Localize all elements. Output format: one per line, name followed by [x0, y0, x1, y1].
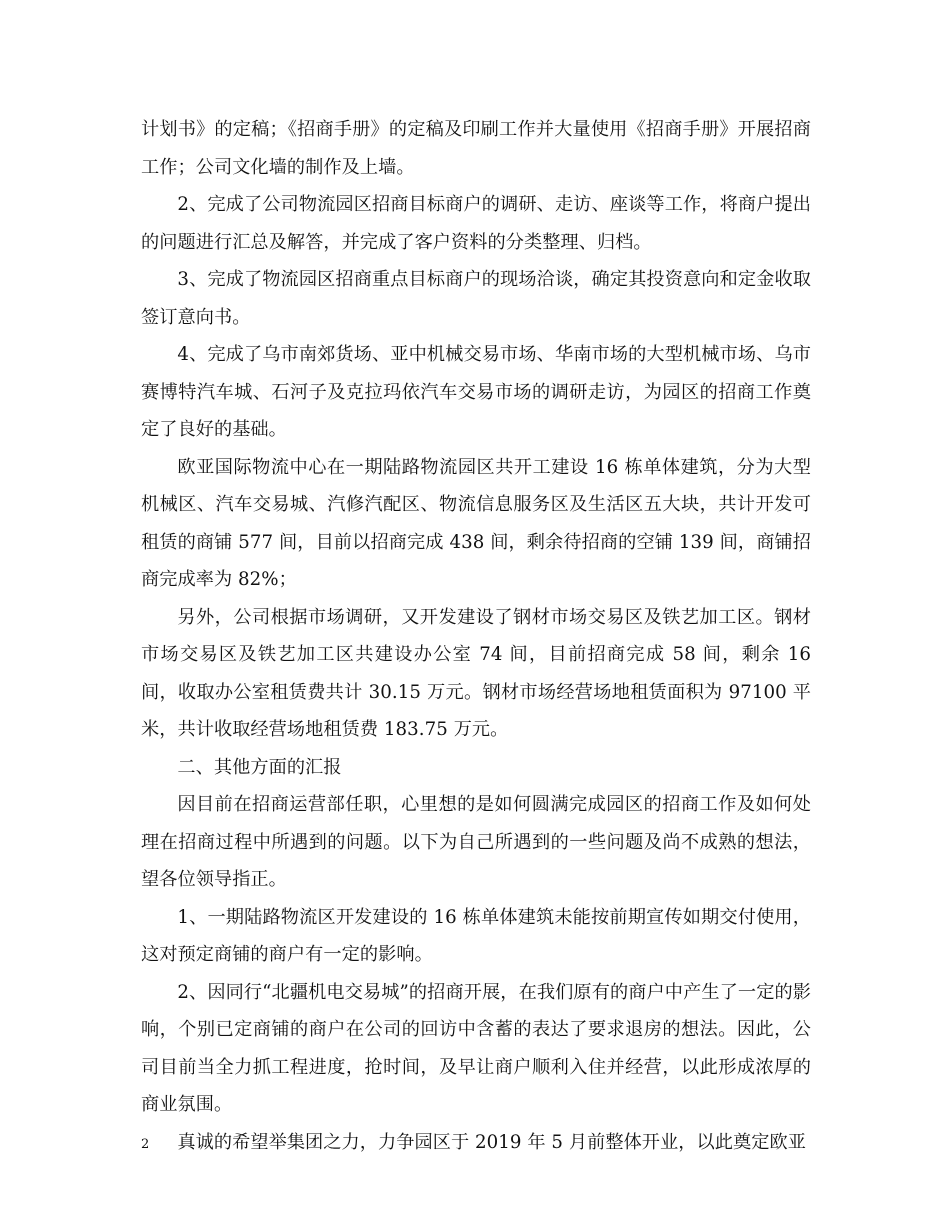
paragraph-item-2: 2、完成了公司物流园区招商目标商户的调研、走访、座谈等工作，将商户提出的问题进行汇总及解答，并完成了客户资料的分类整理、归档。 — [141, 194, 811, 253]
paragraph-item-4: 4、完成了乌市南郊货场、亚中机械交易市场、华南市场的大型机械市场、乌市赛博特汽车城、石河子及克拉玛依汽车交易市场的调研走访，为园区的招商工作奠定了良好的基础。 — [141, 344, 811, 440]
paragraph-problem-1: 1、一期陆路物流区开发建设的 16 栋单体建筑未能按前期宣传如期交付使用，这对预定商铺的商户有一定的影响。 — [141, 906, 811, 965]
paragraph-item-3: 3、完成了物流园区招商重点目标商户的现场洽谈，确定其投资意向和定金收取签订意向书。 — [141, 269, 811, 328]
paragraph-steel-market: 另外，公司根据市场调研，又开发建设了钢材市场交易区及铁艺加工区。钢材市场交易区及铁艺加工区共建设办公室 74 间，目前招商完成 58 间，剩余 16 间，收取办公室租赁费共计 30.15 万元。钢材市场经营场地租赁面积为 97100 平米，共计收取经营场地租赁费 183.75 万元。 — [141, 606, 811, 740]
document-body — [141, 111, 811, 1161]
paragraph-problems-intro: 因目前在招商运营部任职，心里想的是如何圆满完成园区的招商工作及如何处理在招商过程中所遇到的问题。以下为自己所遇到的一些问题及尚不成熟的想法，望各位领导指正。 — [141, 794, 811, 890]
paragraph-problem-2: 2、因同行“北疆机电交易城”的招商开展，在我们原有的商户中产生了一定的影响，个别已定商铺的商户在公司的回访中含蓄的表达了要求退房的想法。因此，公司目前当全力抓工程进度，抢时间，及早让商户顺利入住并经营，以此形成浓厚的商业氛围。 — [141, 981, 811, 1115]
paragraph-construction-summary: 欧亚国际物流中心在一期陆路物流园区共开工建设 16 栋单体建筑，分为大型机械区、汽车交易城、汽修汽配区、物流信息服务区及生活区五大块，共计开发可租赁的商铺 577 间，目前以招商完成 438 间，剩余待招商的空铺 139 间，商铺招商完成率为 82%； — [141, 456, 811, 590]
page-number: 2 — [141, 1137, 150, 1152]
paragraph-continuation: 计划书》的定稿；《招商手册》的定稿及印刷工作并大量使用《招商手册》开展招商工作；公司文化墙的制作及上墙。 — [141, 119, 811, 178]
paragraph-closing: 真诚的希望举集团之力，力争园区于 2019 年 5 月前整体开业，以此奠定欧亚 — [177, 1131, 806, 1153]
section-heading-other-report: 二、其他方面的汇报 — [177, 756, 342, 778]
